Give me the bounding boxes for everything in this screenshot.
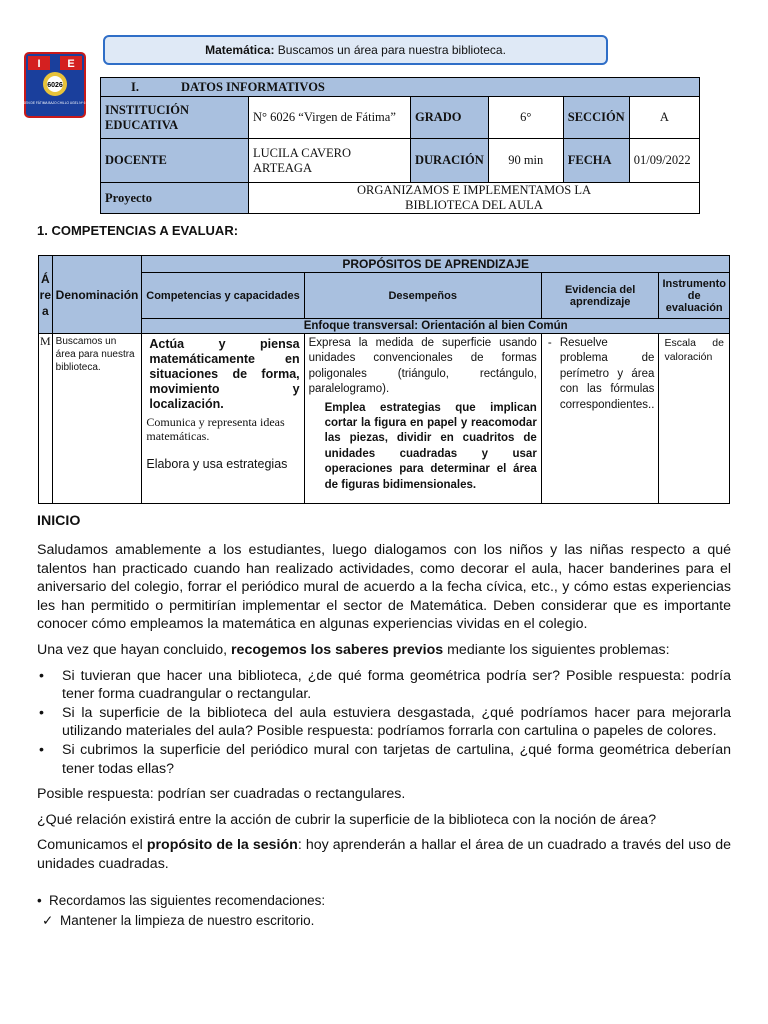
header-title: Buscamos un área para nuestra biblioteca.: [277, 43, 506, 57]
area-value: M: [39, 334, 53, 504]
datos-informativos-table: [100, 77, 700, 214]
seccion-label: SECCIÓN: [563, 97, 629, 139]
duracion-value: 90 min: [488, 139, 563, 183]
logo-caption: VIRGEN DE FÁTIMA BAJO CHILLO UGEL Nº 6 UPA: [17, 101, 93, 105]
recomendaciones-intro: • Recordamos las siguientes recomendaciones:: [37, 892, 326, 908]
list-item: • Si cubrimos la superficie del periódico mural con tarjetas de cartulina, ¿qué forma geométrica deberían tener todas ellas?: [62, 741, 731, 778]
col-desempenos: Desempeños: [304, 273, 541, 319]
evidencia-value: - Resuelve problema de perímetro y área con las fórmulas correspondientes..: [547, 337, 655, 411]
proyecto-label: Proyecto: [101, 183, 249, 214]
datos-section-title: DATOS INFORMATIVOS: [181, 79, 325, 94]
desempenos-cell: [304, 334, 541, 504]
logo-letter-i: I: [37, 58, 41, 70]
logo-number: 6026: [47, 82, 63, 89]
desempeno-emplea: Emplea estrategias que implican cortar la figura en papel y reacomodar las piezas, dividir en cuadritos de unidades cuadradas y usar operaciones para determinar el área de figuras bidimensionales.: [324, 401, 537, 491]
capacidad-elabora: Elabora y usa estrategias: [146, 457, 288, 471]
list-item: • Si tuvieran que hacer una biblioteca, ¿de qué forma geométrica podría ser? Posible respuesta: podría tener forma cuadrangular o rectangular.: [62, 667, 731, 704]
enfoque-transversal: Enfoque transversal: Orientación al bien Común: [142, 319, 730, 334]
institucion-value: N° 6026 “Virgen de Fátima”: [249, 97, 411, 139]
recomendacion-item: ✓ Mantener la limpieza de nuestro escritorio.: [37, 912, 731, 931]
grado-label: GRADO: [411, 97, 489, 139]
problemas-list: [37, 667, 731, 779]
col-area: Área: [39, 256, 53, 334]
fecha-label: FECHA: [563, 139, 629, 183]
inicio-paragraph-1: Saludamos amablemente a los estudiantes, luego dialogamos con los niños y las niñas respecto a qué talentos han practicado cuando han realizado actividades, como decorar el aula, hacer banderines para el aniversario del colegio, forrar el periódico mural de acuerdo a la fecha cívica, etc., y cómo estas experiencias les han permitido o permitirían implementar el sector de Matemática. Deben considerar que es importante conocer cómo empleamos la matemática en algunas experiencias vividas en el colegio.: [37, 542, 731, 633]
fecha-value: 01/09/2022: [629, 139, 699, 183]
competencias-heading: 1. COMPETENCIAS A EVALUAR:: [37, 223, 239, 238]
school-logo: [17, 52, 93, 118]
header-subject: Matemática:: [205, 43, 275, 57]
inicio-title: INICIO: [37, 513, 81, 529]
grado-value: 6°: [488, 97, 563, 139]
duracion-label: DURACIÓN: [411, 139, 489, 183]
inicio-paragraph-5: Comunicamos el propósito de la sesión: hoy aprenderán a hallar el área de un cuadrado a través del uso de unidades cuadradas.: [37, 837, 731, 872]
col-denominacion: Denominación: [52, 256, 142, 334]
col-instrumento: Instrumento de evaluación: [659, 273, 730, 319]
logo-letter-e: E: [67, 58, 75, 70]
instrumento-value: Escala de valoración: [659, 334, 730, 504]
evidencia-dash: -: [547, 337, 552, 349]
docente-label: DOCENTE: [101, 139, 249, 183]
docente-value: LUCILA CAVERO ARTEAGA: [249, 139, 411, 183]
propositos-header: PROPÓSITOS DE APRENDIZAJE: [142, 256, 730, 273]
proyecto-value: ORGANIZAMOS E IMPLEMENTAMOS LA BIBLIOTECA DEL AULA: [249, 183, 700, 214]
saberes-previos-bold: recogemos los saberes previos: [231, 641, 444, 658]
competencia-text: Actúa y piensa matemáticamente en situaciones de forma, movimiento y localización.: [149, 337, 300, 411]
datos-header: [101, 78, 700, 97]
seccion-value: A: [629, 97, 699, 139]
desempeno-expresa: Expresa la medida de superficie usando unidades convencionales de formas poligonales (triángulo, rectángulo, paralelogramo).: [308, 337, 537, 396]
proposito-bold: propósito de la sesión: [146, 837, 298, 854]
datos-section-number: I.: [131, 79, 139, 94]
col-evidencia: Evidencia del aprendizaje: [541, 273, 659, 319]
capacidad-comunica: Comunica y representa ideas matemáticas.: [146, 415, 285, 443]
competencia-cell: [142, 334, 304, 504]
inicio-paragraph-3: Posible respuesta: podrían ser cuadradas o rectangulares.: [37, 786, 406, 803]
inicio-body: [37, 541, 731, 931]
list-item: • Si la superficie de la biblioteca del aula estuviera desgastada, ¿qué podríamos hacer para mejorarla utilizando materiales del aula? Posible respuesta: podríamos forrarla con cartulina o papeles de colores.: [62, 704, 731, 741]
denominacion-value: Buscamos un área para nuestra biblioteca.: [52, 334, 142, 504]
col-competencias: Competencias y capacidades: [142, 273, 304, 319]
competencias-table: [38, 255, 730, 504]
header-title-box: [103, 35, 608, 65]
evidencia-cell: [541, 334, 659, 504]
inicio-paragraph-2: Una vez que hayan concluido, recogemos los saberes previos mediante los siguientes problemas:: [37, 641, 670, 658]
institucion-label: INSTITUCIÓN EDUCATIVA: [101, 97, 249, 139]
inicio-paragraph-4: ¿Qué relación existirá entre la acción de cubrir la superficie de la biblioteca con la noción de área?: [37, 811, 657, 828]
